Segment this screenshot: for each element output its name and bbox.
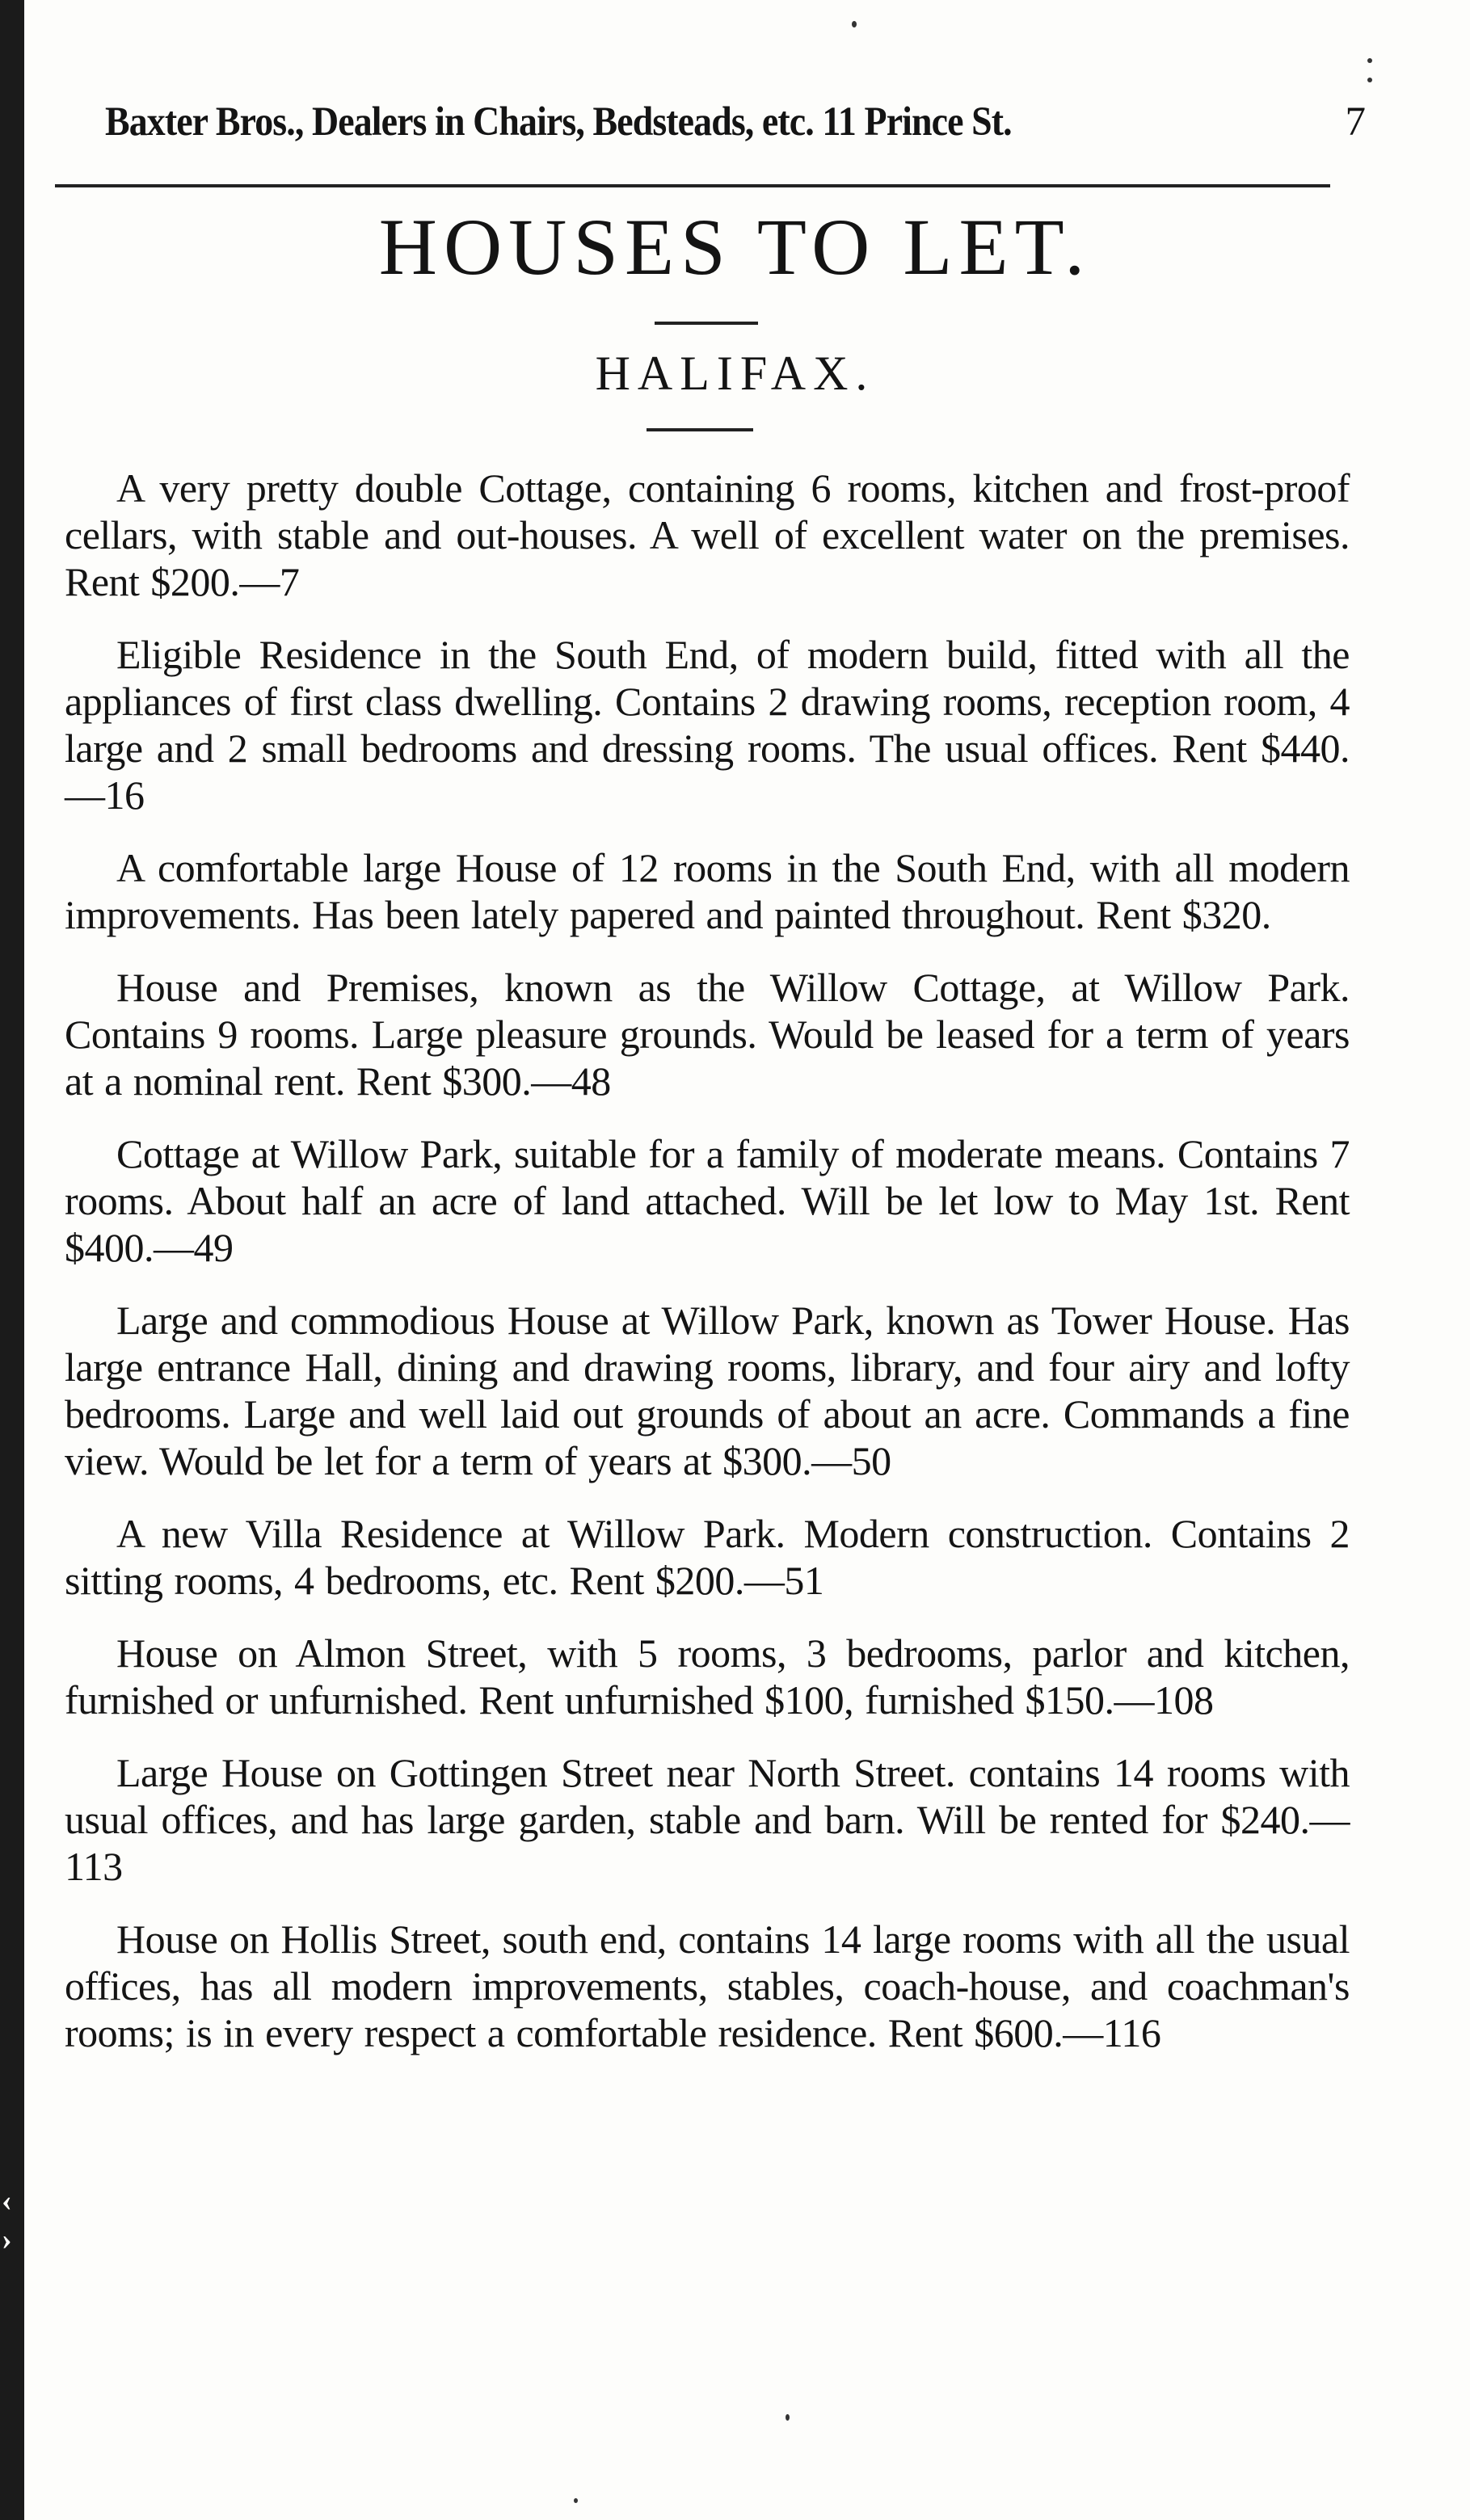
listing: House on Hollis Street, south end, contains 14 large rooms with all the usual offices, has all modern improvements, stables, coach-house, and coachman's rooms; is in every respect a comfortable residence. Rent $600.—116 xyxy=(65,1916,1350,2055)
listing: Cottage at Willow Park, suitable for a family of moderate means. Contains 7 rooms. About half an acre of land attached. Will be let low to May 1st. Rent $400.—49 xyxy=(65,1131,1350,1270)
listing: Large and commodious House at Willow Park, known as Tower House. Has large entrance Hall, dining and drawing rooms, library, and four airy and lofty bedrooms. Large and well laid out grounds of about an acre. Commands a fine view. Would be let for a term of years at $300.—50 xyxy=(65,1298,1350,1483)
listings xyxy=(65,465,1350,2082)
ink-speck xyxy=(574,2498,578,2503)
listing: Eligible Residence in the South End, of modern build, fitted with all the appliances of first class dwelling. Contains 2 drawing rooms, reception room, 4 large and 2 small bedrooms and dressing rooms. The usual offices. Rent $440.—16 xyxy=(65,632,1350,818)
ink-speck xyxy=(1367,58,1372,63)
page-title: HOUSES TO LET. xyxy=(378,202,1092,292)
section-heading: HALIFAX. xyxy=(595,347,875,400)
listing: Large House on Gottingen Street near North Street. contains 14 rooms with usual offices, and has large garden, stable and barn. Will be rented for $240.—113 xyxy=(65,1750,1350,1889)
page-number: 7 xyxy=(1345,99,1366,145)
header-advertisement: Baxter Bros., Dealers in Chairs, Bedsteads, etc. 11 Prince St. xyxy=(105,99,1012,145)
running-header xyxy=(105,99,1366,163)
title-rule xyxy=(655,322,758,325)
listing: A new Villa Residence at Willow Park. Modern construction. Contains 2 sitting rooms, 4 bedrooms, etc. Rent $200.—51 xyxy=(65,1511,1350,1603)
ink-speck xyxy=(1367,78,1372,82)
edge-print-marks: ‹ › xyxy=(2,2184,12,2257)
header-rule xyxy=(55,184,1330,187)
section-rule xyxy=(647,428,753,431)
ink-speck xyxy=(786,2414,790,2421)
listing: A very pretty double Cottage, containing 6 rooms, kitchen and frost-proof cellars, with stable and out-houses. A well of excellent water on the premises. Rent $200.—7 xyxy=(65,465,1350,604)
listing: House on Almon Street, with 5 rooms, 3 bedrooms, parlor and kitchen, furnished or unfurnished. Rent unfurnished $100, furnished $150.—108 xyxy=(65,1630,1350,1723)
listing: House and Premises, known as the Willow Cottage, at Willow Park. Contains 9 rooms. Large pleasure grounds. Would be leased for a term of years at a nominal rent. Rent $300.—48 xyxy=(65,965,1350,1104)
ink-speck xyxy=(852,21,857,27)
listing: A comfortable large House of 12 rooms in the South End, with all modern improvements. Has been lately papered and painted throughout. Rent $320. xyxy=(65,845,1350,937)
